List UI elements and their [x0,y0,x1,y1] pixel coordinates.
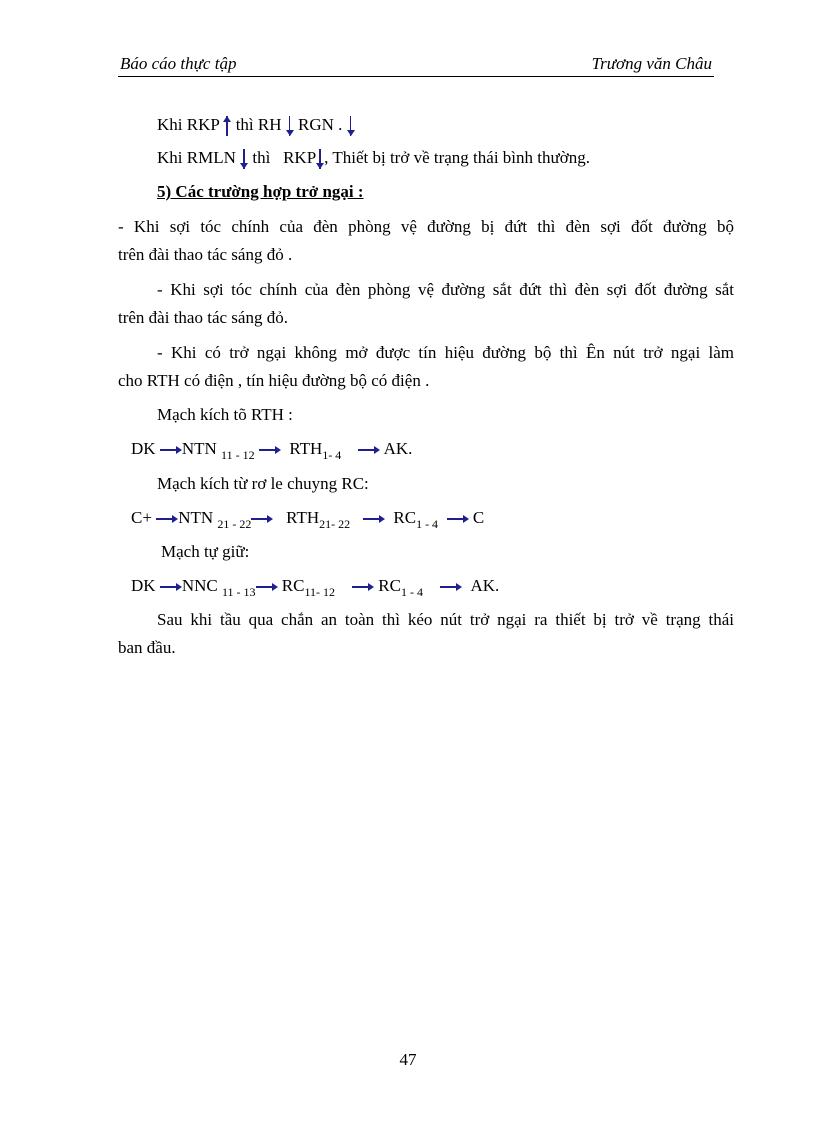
para3-line2: cho RTH có điện , tín hiệu đường bộ có điện . [118,371,430,390]
arrow-right-icon [358,446,380,454]
para1-line2: trên đài thao tác sáng đỏ . [118,245,293,264]
text: AK. [470,576,500,595]
text: RC [378,576,401,595]
header-title: Báo cáo thực tập [120,54,237,73]
subscript: 21 - 22 [217,517,252,531]
arrow-right-icon [256,583,278,591]
arrow-down-icon [240,149,248,169]
text: , Thiết bị trở về trạng thái bình thường. [324,148,590,167]
page-header [118,54,714,77]
text: C+ [131,508,152,527]
text: NNC [181,576,218,595]
text: Khi RMLN [157,148,236,167]
arrow-right-icon [160,446,182,454]
mach2-title: Mạch kích từ rơ le chuyng RC: [157,474,369,493]
text: DK [131,439,156,458]
subscript: 11- 12 [304,585,336,599]
subscript: 21- 22 [319,517,351,531]
arrow-right-icon [440,583,462,591]
arrow-right-icon [160,583,182,591]
arrow-down-icon [316,149,324,169]
text: Khi RKP [157,115,220,134]
text: thì [252,148,271,167]
text: DK [131,576,156,595]
mach1-title: Mạch kích tõ RTH : [157,405,293,424]
para2-line2: trên đài thao tác sáng đỏ. [118,308,288,327]
arrow-down-icon [286,116,294,136]
subscript: 1- 4 [322,448,342,462]
text: NTN [181,439,217,458]
text: RGN . [298,115,343,134]
section-title: 5) Các trường hợp trở ngại : [157,182,364,201]
arrow-right-icon [259,446,281,454]
subscript: 11 - 13 [221,585,256,599]
arrow-up-icon [223,116,231,136]
mach3-title: Mạch tự giữ: [161,542,250,561]
text: RTH [286,508,320,527]
arrow-right-icon [156,515,178,523]
text: thì RH [235,115,282,134]
subscript: 1 - 4 [400,585,423,599]
para2-line1: - Khi sợi tóc chính của đèn phòng vệ đường sắt đứt thì đèn sợi đốt đường sắt [157,280,734,299]
mach1-formula [131,438,412,461]
arrow-right-icon [447,515,469,523]
text: C [472,508,485,527]
mach2-formula [131,507,484,530]
closing-line2: ban đầu. [118,638,176,657]
subscript: 1 - 4 [416,517,439,531]
text: NTN [178,508,214,527]
subscript: 11 - 12 [221,448,255,462]
arrow-right-icon [352,583,374,591]
mach3-formula [131,575,499,598]
line-rmln [157,147,590,169]
header-author: Trương văn Châu [591,54,712,73]
text: RC [393,508,417,527]
page-number: 47 [399,1050,417,1069]
text: RTH [289,439,323,458]
arrow-right-icon [251,515,273,523]
text: AK. [383,439,413,458]
arrow-down-icon [347,116,355,136]
line-rkp [157,114,355,136]
text: RC [281,576,305,595]
text: RKP [283,148,317,167]
arrow-right-icon [363,515,385,523]
closing-line1: Sau khi tầu qua chắn an toàn thì kéo nút trở ngại ra thiết bị trở về trạng thái [157,610,734,629]
para3-line1: - Khi có trở ngại không mở được tín hiệu đường bộ thì Ên nút trở ngại làm [157,343,734,362]
para1-line1: - Khi sợi tóc chính của đèn phòng vệ đường bị đứt thì đèn sợi đốt đường bộ [118,217,734,236]
